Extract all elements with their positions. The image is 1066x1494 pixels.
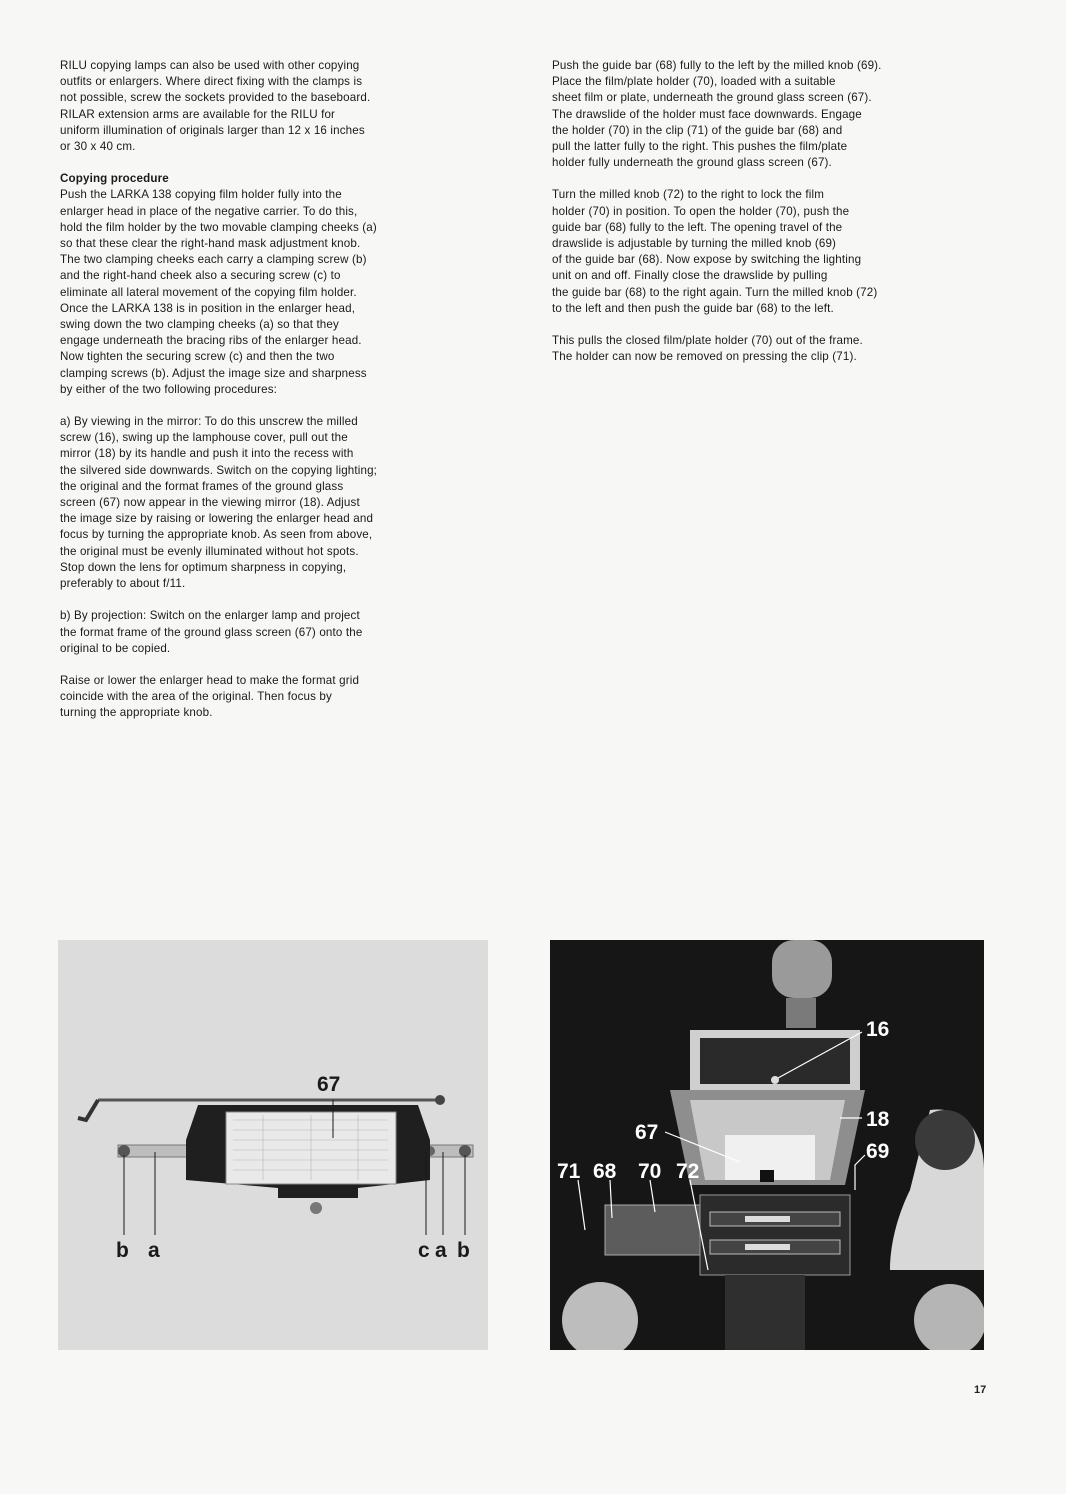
label-securing-screw-c: c (418, 1239, 430, 1262)
page-number: 17 (974, 1384, 987, 1396)
raise-paragraph: Raise or lower the enlarger head to make the format grid coincide with the area of the original. Then focus by turning the appropriate knob. (60, 673, 360, 720)
section-heading: Copying procedure (60, 172, 169, 186)
right-column (552, 58, 992, 381)
label-clamping-screw-b-right: b (457, 1239, 470, 1262)
option-b-paragraph: b) By projection: Switch on the enlarger lamp and project the format frame of the ground glass screen (67) onto the original to be copied. (60, 609, 363, 655)
label-mirror-18: 18 (866, 1108, 890, 1131)
label-guide-bar-68: 68 (593, 1160, 617, 1183)
left-column (60, 58, 500, 738)
guide-bar-paragraph: Push the guide bar (68) fully to the left by the milled knob (69). Place the film/plate holder (70), loaded with a suitable sheet film or plate, underneath the ground glass screen (67). The drawslide of the holder must face downwards. Engage the holder (70) in the clip (71) of the guide bar (68) and pull the latter fully to the right. This pushes the film/plate holder fully underneath the ground glass screen (67). (552, 59, 882, 170)
label-milled-knob-72: 72 (676, 1160, 700, 1183)
label-clip-71: 71 (557, 1160, 581, 1183)
film-holder-photo (58, 940, 488, 1350)
label-milled-screw-16: 16 (866, 1018, 890, 1041)
option-a-paragraph: a) By viewing in the mirror: To do this unscrew the milled screw (16), swing up the lamphouse cover, pull out the mirror (18) by its handle and push it into the recess with the silvered side downwards. Switch on the copying lighting; the original and the format frames of the ground glass screen (67) now appear in the viewing mirror (18). Adjust the image size by raising or lowering the enlarger head and focus by turning the appropriate knob. As seen from above, the original must be evenly illuminated without hot spots. Stop down the lens for optimum sharpness in copying, preferably to about f/11. (60, 415, 378, 591)
intro-paragraph: RILU copying lamps can also be used with other copying outfits or enlargers. Where direct fixing with the clamps is not possible, screw the sockets provided to the baseboard. RILAR extension arms are available for the RILU for uniform illumination of originals larger than 12 x 16 inches or 30 x 40 cm. (60, 59, 371, 154)
milled-knob-paragraph: Turn the milled knob (72) to the right to lock the film holder (70) in position. To open the holder (70), push the guide bar (68) fully to the left. The opening travel of the drawslide is adjustable by turning the milled knob (69) of the guide bar (68). Now expose by switching the lighting unit on and off. Finally close the drawslide by pulling the guide bar (68) to the right again. Turn the milled knob (72) to the left and then push the guide bar (68) to the left. (552, 188, 878, 315)
holder-removal-paragraph: This pulls the closed film/plate holder (70) out of the frame. The holder can now be removed on pressing the clip (71). (552, 334, 863, 364)
label-clamping-screw-b-left: b (116, 1239, 129, 1262)
label-milled-knob-69: 69 (866, 1140, 890, 1163)
label-ground-glass-67: 67 (317, 1073, 341, 1096)
label-clamping-cheek-a-left: a (148, 1239, 160, 1262)
film-holder-illustration (58, 940, 488, 1350)
enlarger-illustration (550, 940, 984, 1350)
enlarger-photo (550, 940, 984, 1350)
procedure-paragraph: Push the LARKA 138 copying film holder fully into the enlarger head in place of the negative carrier. To do this, hold the film holder by the two movable clamping cheeks (a) so that these clear the right-hand mask adjustment knob. The two clamping cheeks each carry a clamping screw (b) and the right-hand cheek also a securing screw (c) to eliminate all lateral movement of the copying film holder. Once the LARKA 138 is in position in the enlarger head, swing down the two clamping cheeks (a) so that they engage underneath the bracing ribs of the enlarger head. Now tighten the securing screw (c) and then the two clamping screws (b). Adjust the image size and sharpness by either of the two following procedures: (60, 188, 377, 396)
label-ground-glass-67: 67 (635, 1121, 659, 1144)
label-clamping-cheek-a-right: a (435, 1239, 447, 1262)
label-film-holder-70: 70 (638, 1160, 662, 1183)
